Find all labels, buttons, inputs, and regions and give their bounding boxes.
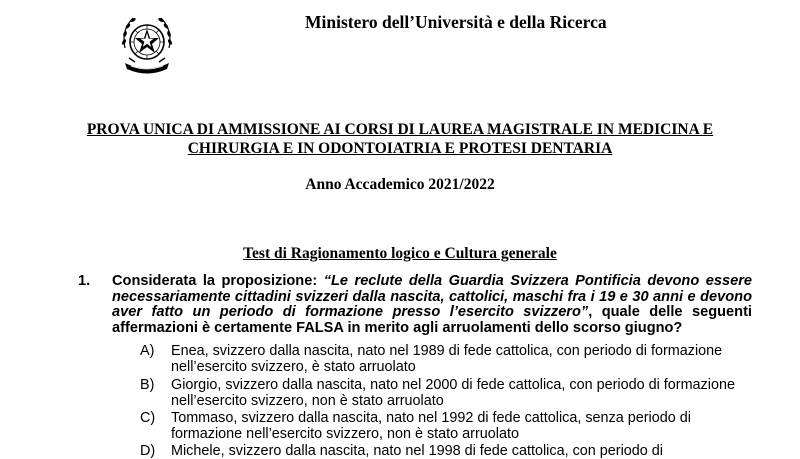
italian-republic-emblem-icon bbox=[115, 8, 179, 80]
option-text-line-1: Giorgio, svizzero dalla nascita, nato nel 2000 di fede cattolica, con periodo di formazione bbox=[171, 377, 735, 393]
option-text-line-2: formazione nell’esercito svizzero, non è stato arruolato bbox=[171, 426, 519, 442]
option-letter: D) bbox=[140, 443, 156, 459]
section-title-text: Test di Ragionamento logico e Cultura generale bbox=[243, 245, 557, 262]
question-intro: Considerata la proposizione: bbox=[112, 273, 324, 289]
exam-title-line-2-text: CHIRURGIA E IN ODONTOIATRIA E PROTESI DENTARIA bbox=[187, 140, 613, 157]
ministry-name: Ministero dell’Università e della Ricerca bbox=[305, 12, 607, 32]
option-text-line-1: Tommaso, svizzero dalla nascita, nato nel 1992 di fede cattolica, senza periodo di bbox=[171, 410, 691, 426]
option-text-line-2: nell’esercito svizzero, non è stato arruolato bbox=[171, 393, 444, 409]
option-text-line-1: Enea, svizzero dalla nascita, nato nel 1989 di fede cattolica, con periodo di formazione bbox=[171, 343, 723, 359]
exam-title-line-1 bbox=[0, 120, 800, 140]
question-quote: “Le reclute della Guardia Svizzera Pontificia devono essere necessariamente cittadini svizzeri dalla nascita, cattolici, maschi fra i 19 e 30 anni e devono aver fatto un periodo di formazione presso l’esercito svizzero” bbox=[112, 273, 753, 320]
option-letter: C) bbox=[140, 410, 156, 426]
exam-title-line-1-text: PROVA UNICA DI AMMISSIONE AI CORSI DI LAUREA MAGISTRALE IN MEDICINA E bbox=[86, 121, 714, 138]
question-text bbox=[112, 274, 752, 336]
academic-year: Anno Accademico 2021/2022 bbox=[305, 176, 495, 193]
question-number: 1. bbox=[78, 273, 91, 289]
exam-title-line-2 bbox=[0, 139, 800, 159]
option-letter: A) bbox=[140, 343, 155, 359]
option-text-line-1: Michele, svizzero dalla nascita, nato nel 1998 di fede cattolica, con periodo di bbox=[171, 443, 663, 459]
option-letter: B) bbox=[140, 377, 155, 393]
section-title bbox=[0, 244, 800, 264]
question-ask: , quale delle seguenti affermazioni è certamente FALSA in merito agli arruolamenti dello scorso giugno? bbox=[112, 304, 752, 336]
option-text-line-2: nell’esercito svizzero, è stato arruolato bbox=[171, 359, 416, 375]
